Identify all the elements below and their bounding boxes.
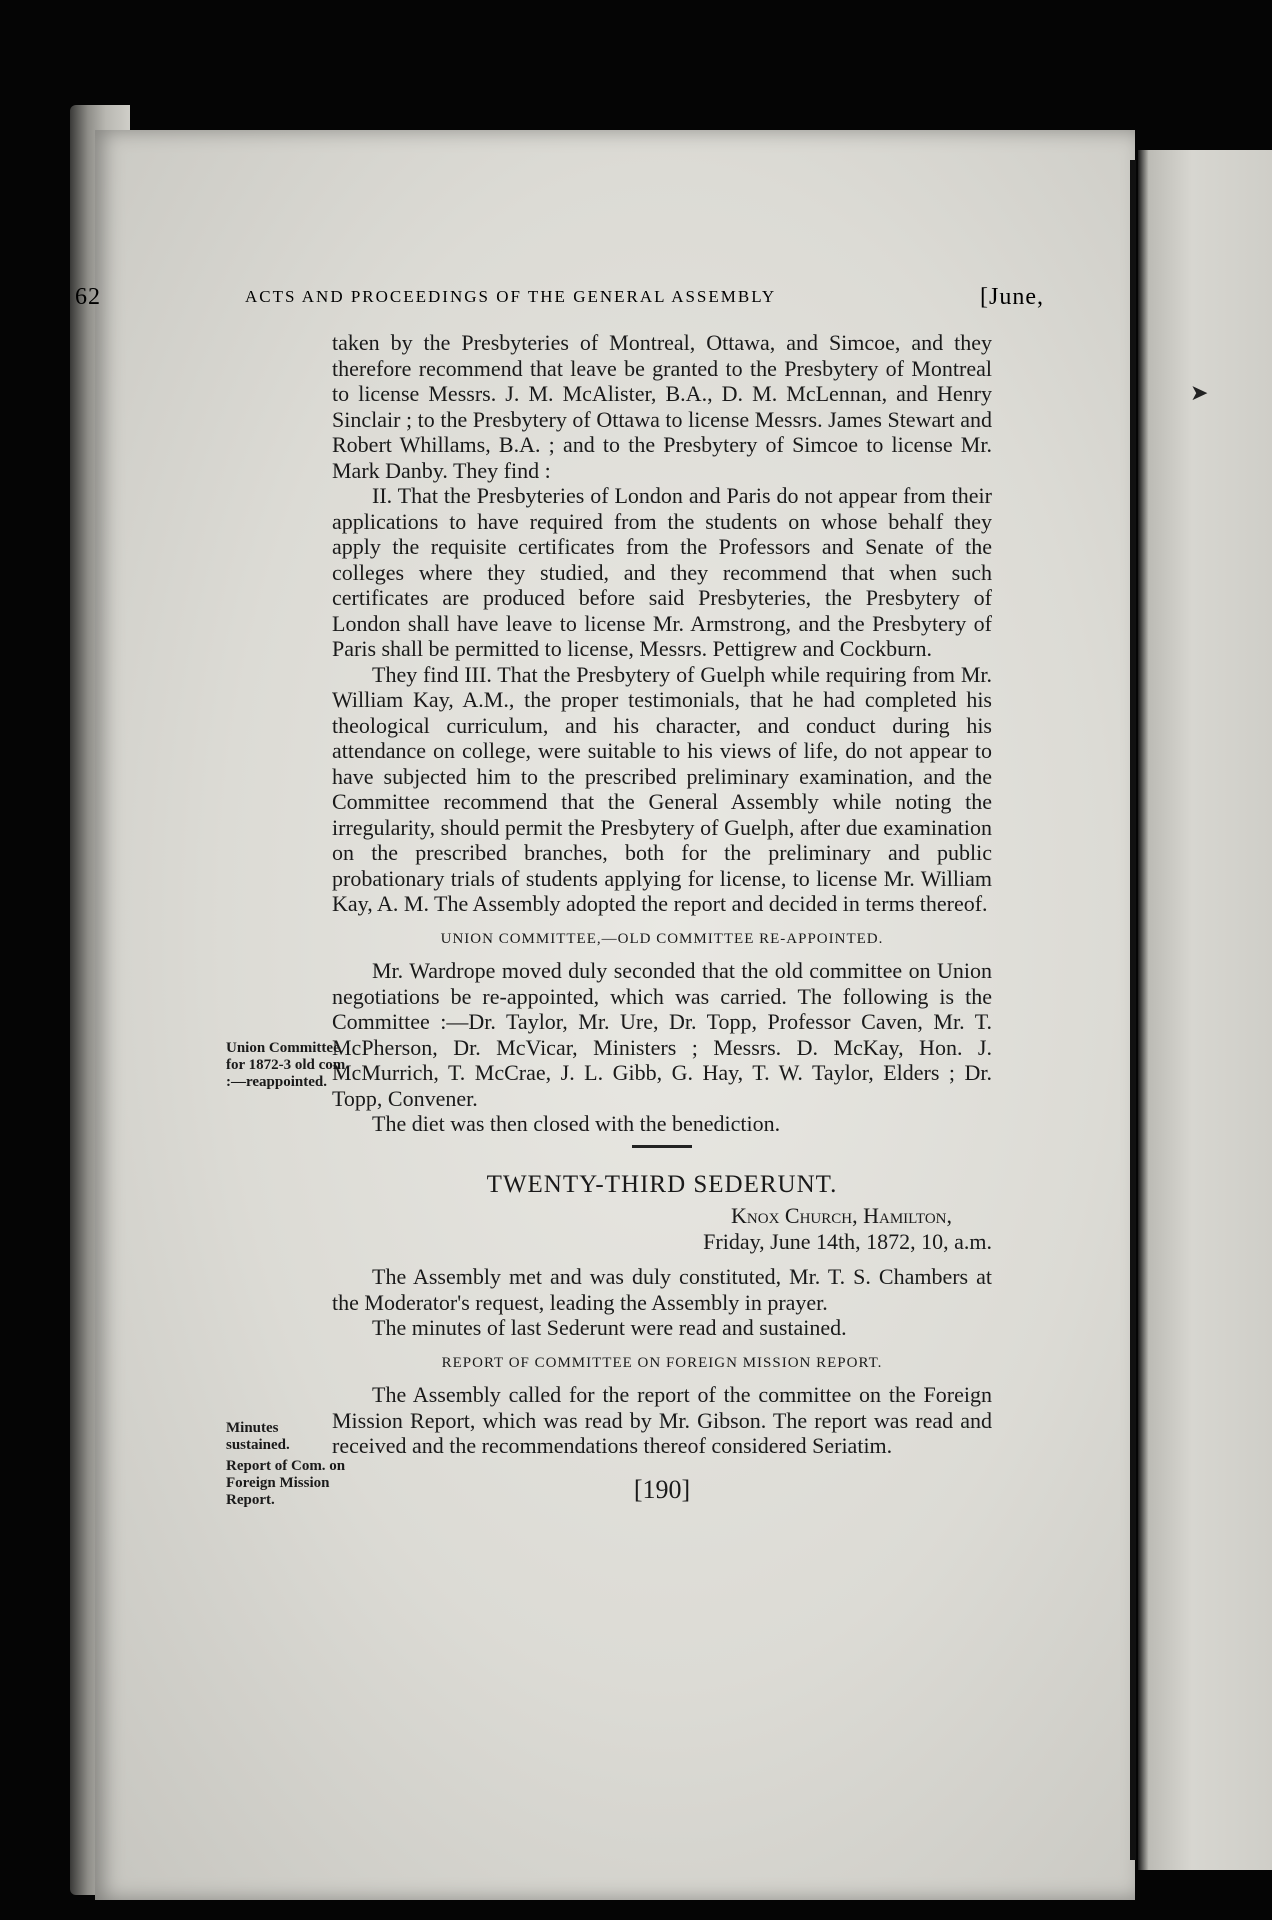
paragraph-union-committee: Mr. Wardrope moved duly seconded that the old committee on Union negotiations be re-appointed, which was carried. The following is the Committee :—Dr. Taylor, Mr. Ure, Dr. Topp, Professor Caven, Mr. T. McPherson, Dr. McVicar, Ministers ; Messrs. D. McKay, Hon. J. McMurrich, T. McCrae, J. L. Gibb, G. Hay, T. W. Taylor, Elders ; Dr. Topp, Convener. <box>332 958 992 1111</box>
page-number: 62 <box>75 284 101 310</box>
sidenote-minutes: Minutes sustained. <box>226 1420 290 1453</box>
running-header <box>75 284 1075 314</box>
main-text <box>332 330 992 1502</box>
facing-page-edge <box>1138 150 1272 1870</box>
paragraph-license-recommendation: taken by the Presbyteries of Montreal, Ottawa, and Simcoe, and they therefore recommend that leave be granted to the Presbytery of Montreal to license Messrs. J. M. McAlister, B.A., D. M. McLennan, and Henry Sinclair ; to the Presbytery of Ottawa to license Messrs. James Stewart and Robert Whillams, B.A. ; and to the Presbytery of Simcoe to license Mr. Mark Danby. They find : <box>332 330 992 483</box>
section-heading-union-committee: UNION COMMITTEE,—OLD COMMITTEE RE-APPOINTED. <box>440 930 884 947</box>
folio-number: [190] <box>633 1474 691 1504</box>
sederunt-heading: TWENTY-THIRD SEDERUNT. <box>486 1170 838 1198</box>
arrow-mark-icon: ➤ <box>1190 380 1209 405</box>
sidenote-report: Report of Com. on Foreign Mission Report. <box>226 1458 346 1508</box>
paragraph-minutes: The minutes of last Sederunt were read and sustained. <box>372 1315 847 1340</box>
gutter-shadow <box>1130 160 1136 1860</box>
sidenote-union-committee: Union Committee for 1872-3 old com :—reappointed. <box>226 1040 346 1090</box>
header-month: [June, <box>980 284 1044 310</box>
paragraph-london-paris: II. That the Presbyteries of London and Paris do not appear from their applications to have required from the students on whose behalf they apply the requisite certificates from the Professors and Senate of the colleges where they studied, and they recommend that when such certificates are produced before said Presbyteries, the Presbytery of London shall have leave to license Mr. Armstrong, and the Presbytery of Paris shall be permitted to license, Messrs. Pettigrew and Cockburn. <box>332 483 992 661</box>
sederunt-place: Knox Church, Hamilton, <box>731 1203 952 1228</box>
sederunt-date: Friday, June 14th, 1872, 10, a.m. <box>703 1228 992 1254</box>
running-title: ACTS AND PROCEEDINGS OF THE GENERAL ASSEMBLY <box>245 287 777 306</box>
paragraph-benediction: The diet was then closed with the benediction. <box>372 1111 781 1136</box>
paragraph-guelph: They find III. That the Presbytery of Guelph while requiring from Mr. William Kay, A.M., the proper testimonials, that he had completed his theological curriculum, and his character, and conduct during his attendance on college, were suitable to his views of life, do not appear to have subjected him to the prescribed preliminary examination, and the Committee recommend that the General Assembly while noting the irregularity, should permit the Presbytery of Guelph, after due examination on the prescribed branches, both for the preliminary and public probationary trials of students applying for license, to license Mr. William Kay, A. M. The Assembly adopted the report and decided in terms thereof. <box>332 661 992 916</box>
paragraph-assembly-met: The Assembly met and was duly constituted, Mr. T. S. Chambers at the Moderator's request, leading the Assembly in prayer. <box>332 1264 992 1315</box>
paragraph-foreign-mission: The Assembly called for the report of the committee on the Foreign Mission Report, which was read by Mr. Gibson. The report was read and received and the recommendations thereof considered Seriatim. <box>332 1382 992 1458</box>
section-divider <box>632 1145 692 1148</box>
section-heading-foreign-mission: REPORT OF COMMITTEE ON FOREIGN MISSION REPORT. <box>441 1354 883 1371</box>
